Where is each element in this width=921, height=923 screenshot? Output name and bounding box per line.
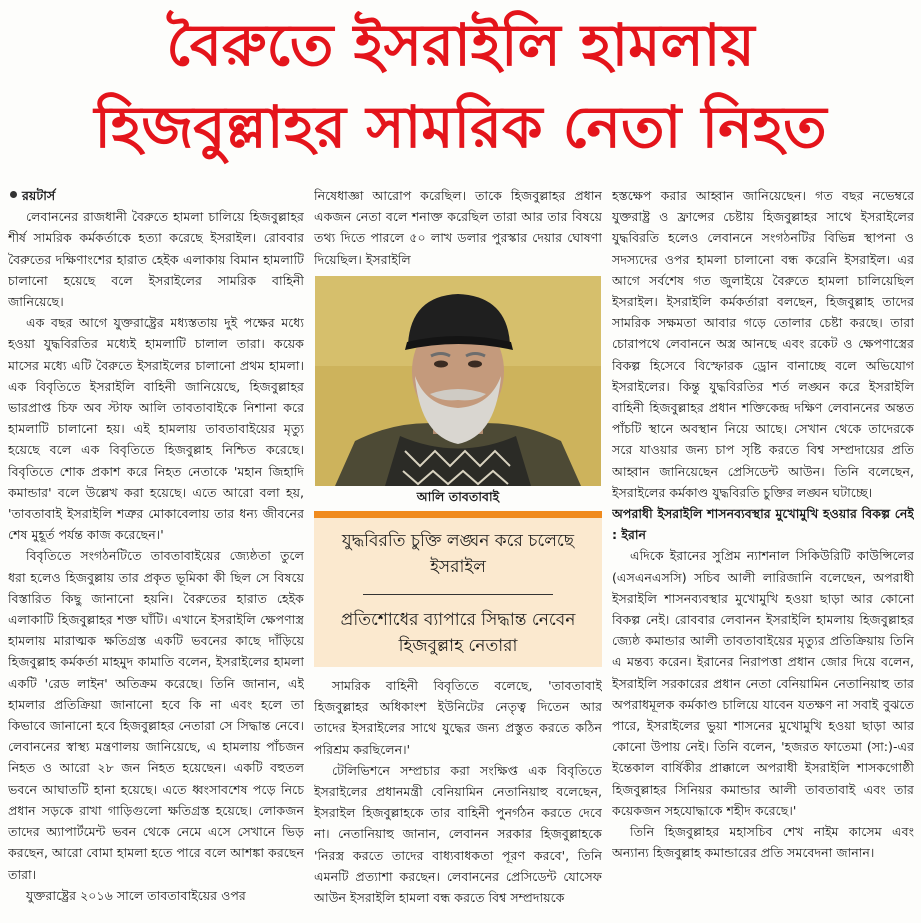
quote-divider bbox=[363, 594, 553, 595]
bullet-icon bbox=[10, 191, 17, 198]
paragraph: এদিকে ইরানের সুপ্রিম ন্যাশনাল সিকিউরিটি কাউন্সিলের (এসএনএসসি) সচিব আলী লারিজানি বলেছেন, অপরাধী ইসরাইলি শাসনব্যবস্থার মুখোমুখি হওয়া ছাড়া আর কোনো বিকল্প নেই। রোববার লেবানন ইসরাইলি হামলায় হিজবুল্লাহর জ্যেষ্ঠ কমান্ডার আলী তাবতাবাইয়ের মৃত্যুর প্রতিক্রিয়ায় তিনি এ মন্তব্য করেন। ইরানের নিরাপত্তা প্রধান জোর দিয়ে বলেন, ইসরাইলি সরকারের প্রধান নেতা বেনিয়ামিন নেতানিয়াহু তার অপরাধমূলক কর্মকাণ্ড চালিয়ে যাবেন যতক্ষণ না সবাই বুঝতে পারে, ইসরাইলের ভুয়া শাসনের মুখোমুখি হওয়া ছাড়া আর কোনো উপায় নেই। তিনি বলেন, 'হজরত ফাতেমা (সা:)-এর ইন্তেকাল বার্ষিকীর প্রাক্কালে অপরাধী ইসরাইলি শাসকগোষ্ঠী হিজবুল্লাহর সিনিয়র কমান্ডার আলী তাবতাবাই এবং তার কয়েকজন সহযোদ্ধাকে শহীদ করেছে।' bbox=[612, 548, 914, 818]
paragraph: টেলিভিশনে সম্প্রচার করা সংক্ষিপ্ত এক বিবৃতিতে ইসরাইলের প্রধানমন্ত্রী বেনিয়ামিন নেতানিয়াহু বলেছেন, ইসরাইল হিজবুল্লাহকে তার বাহিনী পুনর্গঠন করতে দেবে না। নেতানিয়াহু জানান, লেবানন সরকার হিজবুল্লাহকে 'নিরস্ত্র করতে তাদের বাধ্যবাধকতা পূরণ করবে', তিনি এমনটি প্রত্যাশা করছেন। লেবাননের প্রেসিডেন্ট যোসেফ আউন ইসরাইলি হামলা বন্ধ করতে বিশ্ব সম্প্রদায়কে bbox=[314, 762, 602, 906]
paragraph: লেবাননের রাজধানী বৈরুতে হামলা চালিয়ে হিজবুল্লাহর শীর্ষ সামরিক কর্মকর্তাকে হত্যা করেছে ইসরাইল। রোববার বৈরুতের দক্ষিণাংশের হারাত হেইক এলাকায় বিমান হামলাটি চালানো হয়েছে বলে ইসরাইলের সামরিক বাহিনী জানিয়েছে। bbox=[8, 209, 304, 310]
paragraph: এক বছর আগে যুক্তরাষ্ট্রের মধ্যস্ততায় দুই পক্ষের মধ্যে হওয়া যুদ্ধবিরতির মধ্যেই হামলাটি চালাল তারা। কয়েক মাসের মধ্যে এটি বৈরুতে ইসরাইলের চালানো প্রথম হামলা। এক বিবৃতিতে ইসরাইলি বাহিনী জানিয়েছে, হিজবুল্লাহর ভারপ্রাপ্ত চিফ অব স্টাফ আলি তাবতাবাইকে নিশানা করে হামলাটি চালানো হয়। এই হামলায় তাবতাবাইয়ের মৃত্যু হয়েছে বলে এক বিবৃতিতে হিজবুল্লাহ নিশ্চিত করেছে। বিবৃতিতে শোক প্রকাশ করে নিহত নেতাকে 'মহান জিহাদি কমান্ডার' বলে উল্লেখ করা হয়েছে। এতে আরো বলা হয়, 'তাবতাবাই ইসরাইলি শত্রুর মোকাবেলায় তার ধন্য জীবনের শেষ মুহূর্ত পর্যন্ত কাজ করেছেন।' bbox=[8, 315, 304, 543]
pull-quote-box bbox=[314, 511, 602, 667]
paragraph: সামরিক বাহিনী বিবৃতিতে বলেছে, 'তাবতাবাই হিজবুল্লাহর অধিকাংশ ইউনিটের নেতৃত্ব দিতেন আর তাদের ইসরাইলের সাথে যুদ্ধের জন্য প্রস্তুত করতে কঠিন পরিশ্রম করছিলেন।' bbox=[314, 678, 602, 757]
pull-quote-1: যুদ্ধবিরতি চুক্তি লঙ্ঘন করে চলেছে ইসরাইল bbox=[341, 531, 575, 578]
paragraph: নিষেধাজ্ঞা আরোপ করেছিল। তাকে হিজবুল্লাহর প্রধান একজন নেতা বলে শনাক্ত করেছিল তারা আর তার বিষয়ে তথ্য দিতে পারলে ৫০ লাখ ডলার পুরস্কার দেয়ার ঘোষণা দিয়েছিল। ইসরাইলি bbox=[314, 188, 602, 267]
article-column-1 bbox=[8, 185, 304, 919]
article-column-3 bbox=[612, 185, 914, 919]
byline bbox=[8, 185, 304, 206]
paragraph: যুক্তরাষ্ট্রের ২০১৬ সালে তাবতাবাইয়ের ওপর bbox=[26, 887, 246, 903]
pull-quote-2: প্রতিশোধের ব্যাপারে সিদ্ধান্ত নেবেন হিজবুল্লাহ নেতারা bbox=[340, 610, 576, 657]
paragraph: তিনি হিজবুল্লাহর মহাসচিব শেখ নাইম কাসেম এবং অন্যান্য হিজবুল্লাহ কমান্ডারের প্রতি সমবেদনা জানান। bbox=[612, 824, 914, 861]
article-column-2 bbox=[314, 185, 602, 919]
portrait-image bbox=[315, 276, 601, 486]
paragraph: বিবৃতিতে সংগঠনটিতে তাবতাবাইয়ের জ্যেষ্ঠতা তুলে ধরা হলেও হিজবুল্লায় তার প্রকৃত ভূমিকা কী ছিল সে বিষয়ে বিস্তারিত কিছু জানানো হয়নি। বৈরুতের হারাত হেইক এলাকাটি হিজবুল্লাহর শক্ত ঘাঁটি। এখানে ইসরাইলি ক্ষেপণাস্ত্র হামলায় মারাত্মক ক্ষতিগ্রস্ত একটি ভবনের কাছে দাঁড়িয়ে হিজবুল্লাহ কর্মকর্তা মাহমুদ কামাতি বলেন, ইসরাইলের হামলা একটি 'রেড লাইন' অতিক্রম করেছে। তিনি জানান, এই হামলার প্রতিক্রিয়া জানানো হবে কি না এবং হলে তা কিভাবে জানানো হবে হিজবুল্লাহর নেতারা সে সিদ্ধান্ত নেবে। লেবাননের স্বাস্থ্য মন্ত্রণালয় জানিয়েছে, এ হামলায় পাঁচজন নিহত ও আরো ২৮ জন নিহত হয়েছেন। একটি বহুতল ভবনে আঘাতটি হানা হয়েছে। এতে ধ্বংসাবশেষ পড়ে নিচে প্রধান সড়কে রাখা গাড়িগুলো ক্ষতিগ্রস্ত হয়েছে। লোকজন তাদের অ্যাপার্টমেন্ট ভবন থেকে নেমে এসে সেখানে ভিড় করছেন, আরো বোমা হামলা হতে পারে বলে আশঙ্কা করছেন তারা। bbox=[8, 548, 304, 882]
headline-line-2: হিজবুল্লাহর সামরিক নেতা নিহত bbox=[94, 93, 827, 161]
paragraph: হস্তক্ষেপ করার আহ্বান জানিয়েছেন। গত বছর নভেম্বরে যুক্তরাষ্ট্র ও ফ্রান্সের চেষ্টায় হিজবুল্লাহর সাথে ইসরাইলের যুদ্ধবিরতি হলেও লেবাননে সংগঠনটির বিভিন্ন স্থাপনা ও সদস্যদের ওপর হামলা চালানো বন্ধ করেনি ইসরাইল। এর আগে সর্বশেষ গত জুলাইয়ে বৈরুতে হামলা চালিয়েছিল ইসরাইল। ইসরাইলি কর্মকর্তারা বলছেন, হিজবুল্লাহ তাদের সামরিক সক্ষমতা আবার গড়ে তোলার চেষ্টা করছে। তারা চোরাপথে লেবাননে অস্ত্র আনছে এবং রকেট ও ক্ষেপণাস্ত্রের বিকল্প হিসেবে বিস্ফোরক ড্রোন বানাচ্ছে বলে অভিযোগ ইসরাইলের। কিন্তু যুদ্ধবিরতির শর্ত লঙ্ঘন করে ইসরাইলি বাহিনী হিজবুল্লাহর প্রধান শক্তিকেন্দ্র দক্ষিণ লেবাননের অন্তত পাঁচটি স্থানে অবস্থান নিয়ে আছে। সেখান থেকে তাদেরকে সরে যাওয়ার জন্য চাপ সৃষ্টি করতে বিশ্ব সম্প্রদায়ের প্রতি আহ্বান জানিয়েছেন প্রেসিডেন্ট আউন। তিনি বলেছেন, ইসরাইলের কর্মকাণ্ড যুদ্ধবিরতি চুক্তির লঙ্ঘন ঘটাচ্ছে। bbox=[612, 188, 914, 500]
headline-line-1: বৈরুতে ইসরাইলি হামলায় bbox=[166, 11, 755, 79]
photo-portrait bbox=[315, 276, 601, 486]
byline-text: রয়টার্স bbox=[22, 188, 56, 203]
subheading: অপরাধী ইসরাইলি শাসনব্যবস্থার মুখোমুখি হওয়ার বিকল্প নেই : ইরান bbox=[612, 506, 914, 543]
headline bbox=[0, 4, 921, 168]
photo-caption: আলি তাবতাবাই bbox=[416, 488, 500, 504]
